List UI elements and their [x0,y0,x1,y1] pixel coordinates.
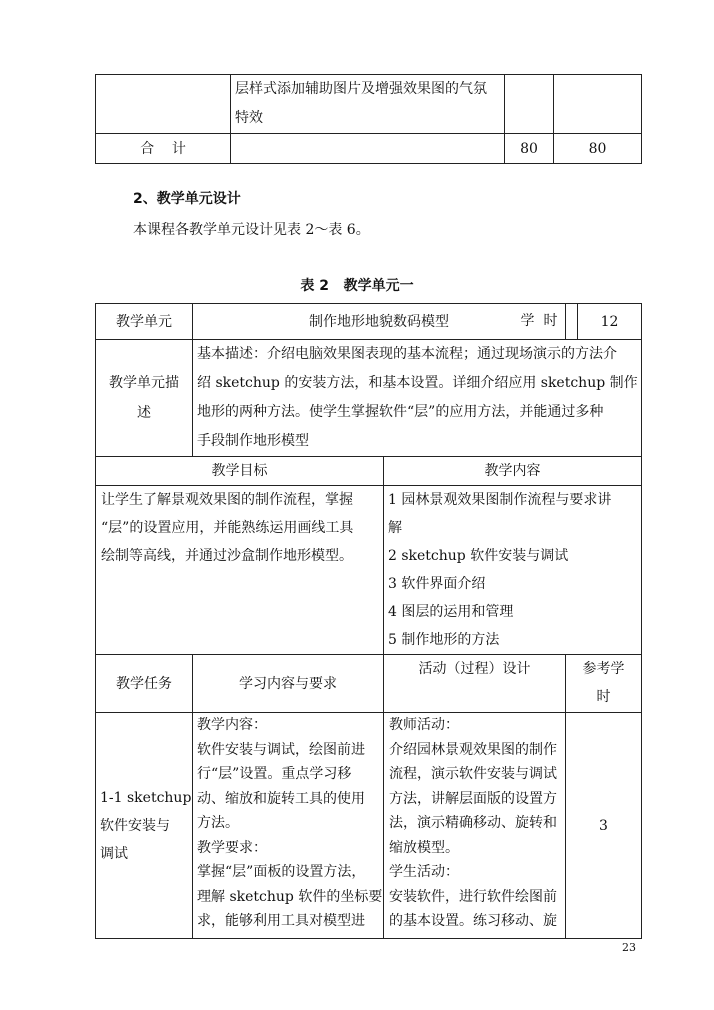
goal-content-row [96,486,642,655]
description-text: 基本描述：介绍电脑效果图表现的基本流程；通过现场演示的方法介 绍 sketchup 的安装方法，和基本设置。详细介绍应用 sketchup 制作 地形的两种方法。使学生掌握软件“层”的应用方法，并能通过多种 手段制作地形模型 [193,340,642,457]
content-header: 教学内容 [384,457,642,486]
goal-text: 让学生了解景观效果图的制作流程，掌握 “层”的设置应用，并能熟练运用画线工具 绘制等高线，并通过沙盒制作地形模型。 [96,486,384,655]
list-item: 1 园林景观效果图制作流程与要求讲 解 [388,492,612,536]
task-hours: 3 [566,713,642,939]
list-item: 5 制作地形的方法 [388,632,500,648]
hours-label-text: 学 时 [520,313,558,329]
total-value-1: 80 [505,134,554,164]
list-item: 3 软件界面介绍 [388,576,486,592]
goal-header: 教学目标 [96,457,384,486]
learning-header: 学习内容与要求 [193,655,384,713]
table-row [96,75,642,134]
table-cell [554,75,642,134]
task-name: 1-1 sketchup 软件安装与 调试 [96,713,193,939]
unit-table [95,303,642,939]
task-header: 教学任务 [96,655,193,713]
task-header-row [96,655,642,713]
total-label: 合 计 [96,134,231,164]
unit-label: 教学单元 [96,304,193,340]
table-caption: 表 2 教学单元一 [300,278,414,294]
page-number: 23 [622,941,636,954]
activity-header: 活动（过程）设计 [384,655,566,713]
description-label: 教学单元描 述 [96,340,193,457]
goal-content-header-row [96,457,642,486]
list-item: 4 图层的运用和管理 [388,604,514,620]
table-cell: 层样式添加辅助图片及增强效果图的气氛 特效 [231,75,505,134]
table-cell [96,75,231,134]
top-table [95,74,642,164]
content-list [384,486,642,655]
table-row [96,713,642,939]
list-item: 2 sketchup 软件安装与调试 [388,548,569,564]
ref-hours-header: 参考学 时 [566,655,642,713]
total-value-2: 80 [554,134,642,164]
hours-value: 12 [578,304,642,340]
table-cell [505,75,554,134]
description-row [96,340,642,457]
table-cell [231,134,505,164]
section-body: 本课程各教学单元设计见表 2～表 6。 [133,222,370,238]
unit-name: 制作地形地貌数码模型 [193,304,566,340]
section-heading: 2、教学单元设计 [133,191,241,207]
task-activity: 教师活动： 介绍园林景观效果图的制作 流程，演示软件安装与调试 方法，讲解层面版的设置方 法，演示精确移动、旋转和 缩放模型。 学生活动： 安装软件，进行软件绘图前 的基本设置。练习移动、旋 [384,713,566,939]
total-row [96,134,642,164]
task-learning: 教学内容： 软件安装与调试，绘图前进 行“层”设置。重点学习移 动、缩放和旋转工具的使用 方法。 教学要求： 掌握“层”面板的设置方法， 理解 sketchup 软件的坐标要 求，能够利用工具对模型进 [193,713,384,939]
